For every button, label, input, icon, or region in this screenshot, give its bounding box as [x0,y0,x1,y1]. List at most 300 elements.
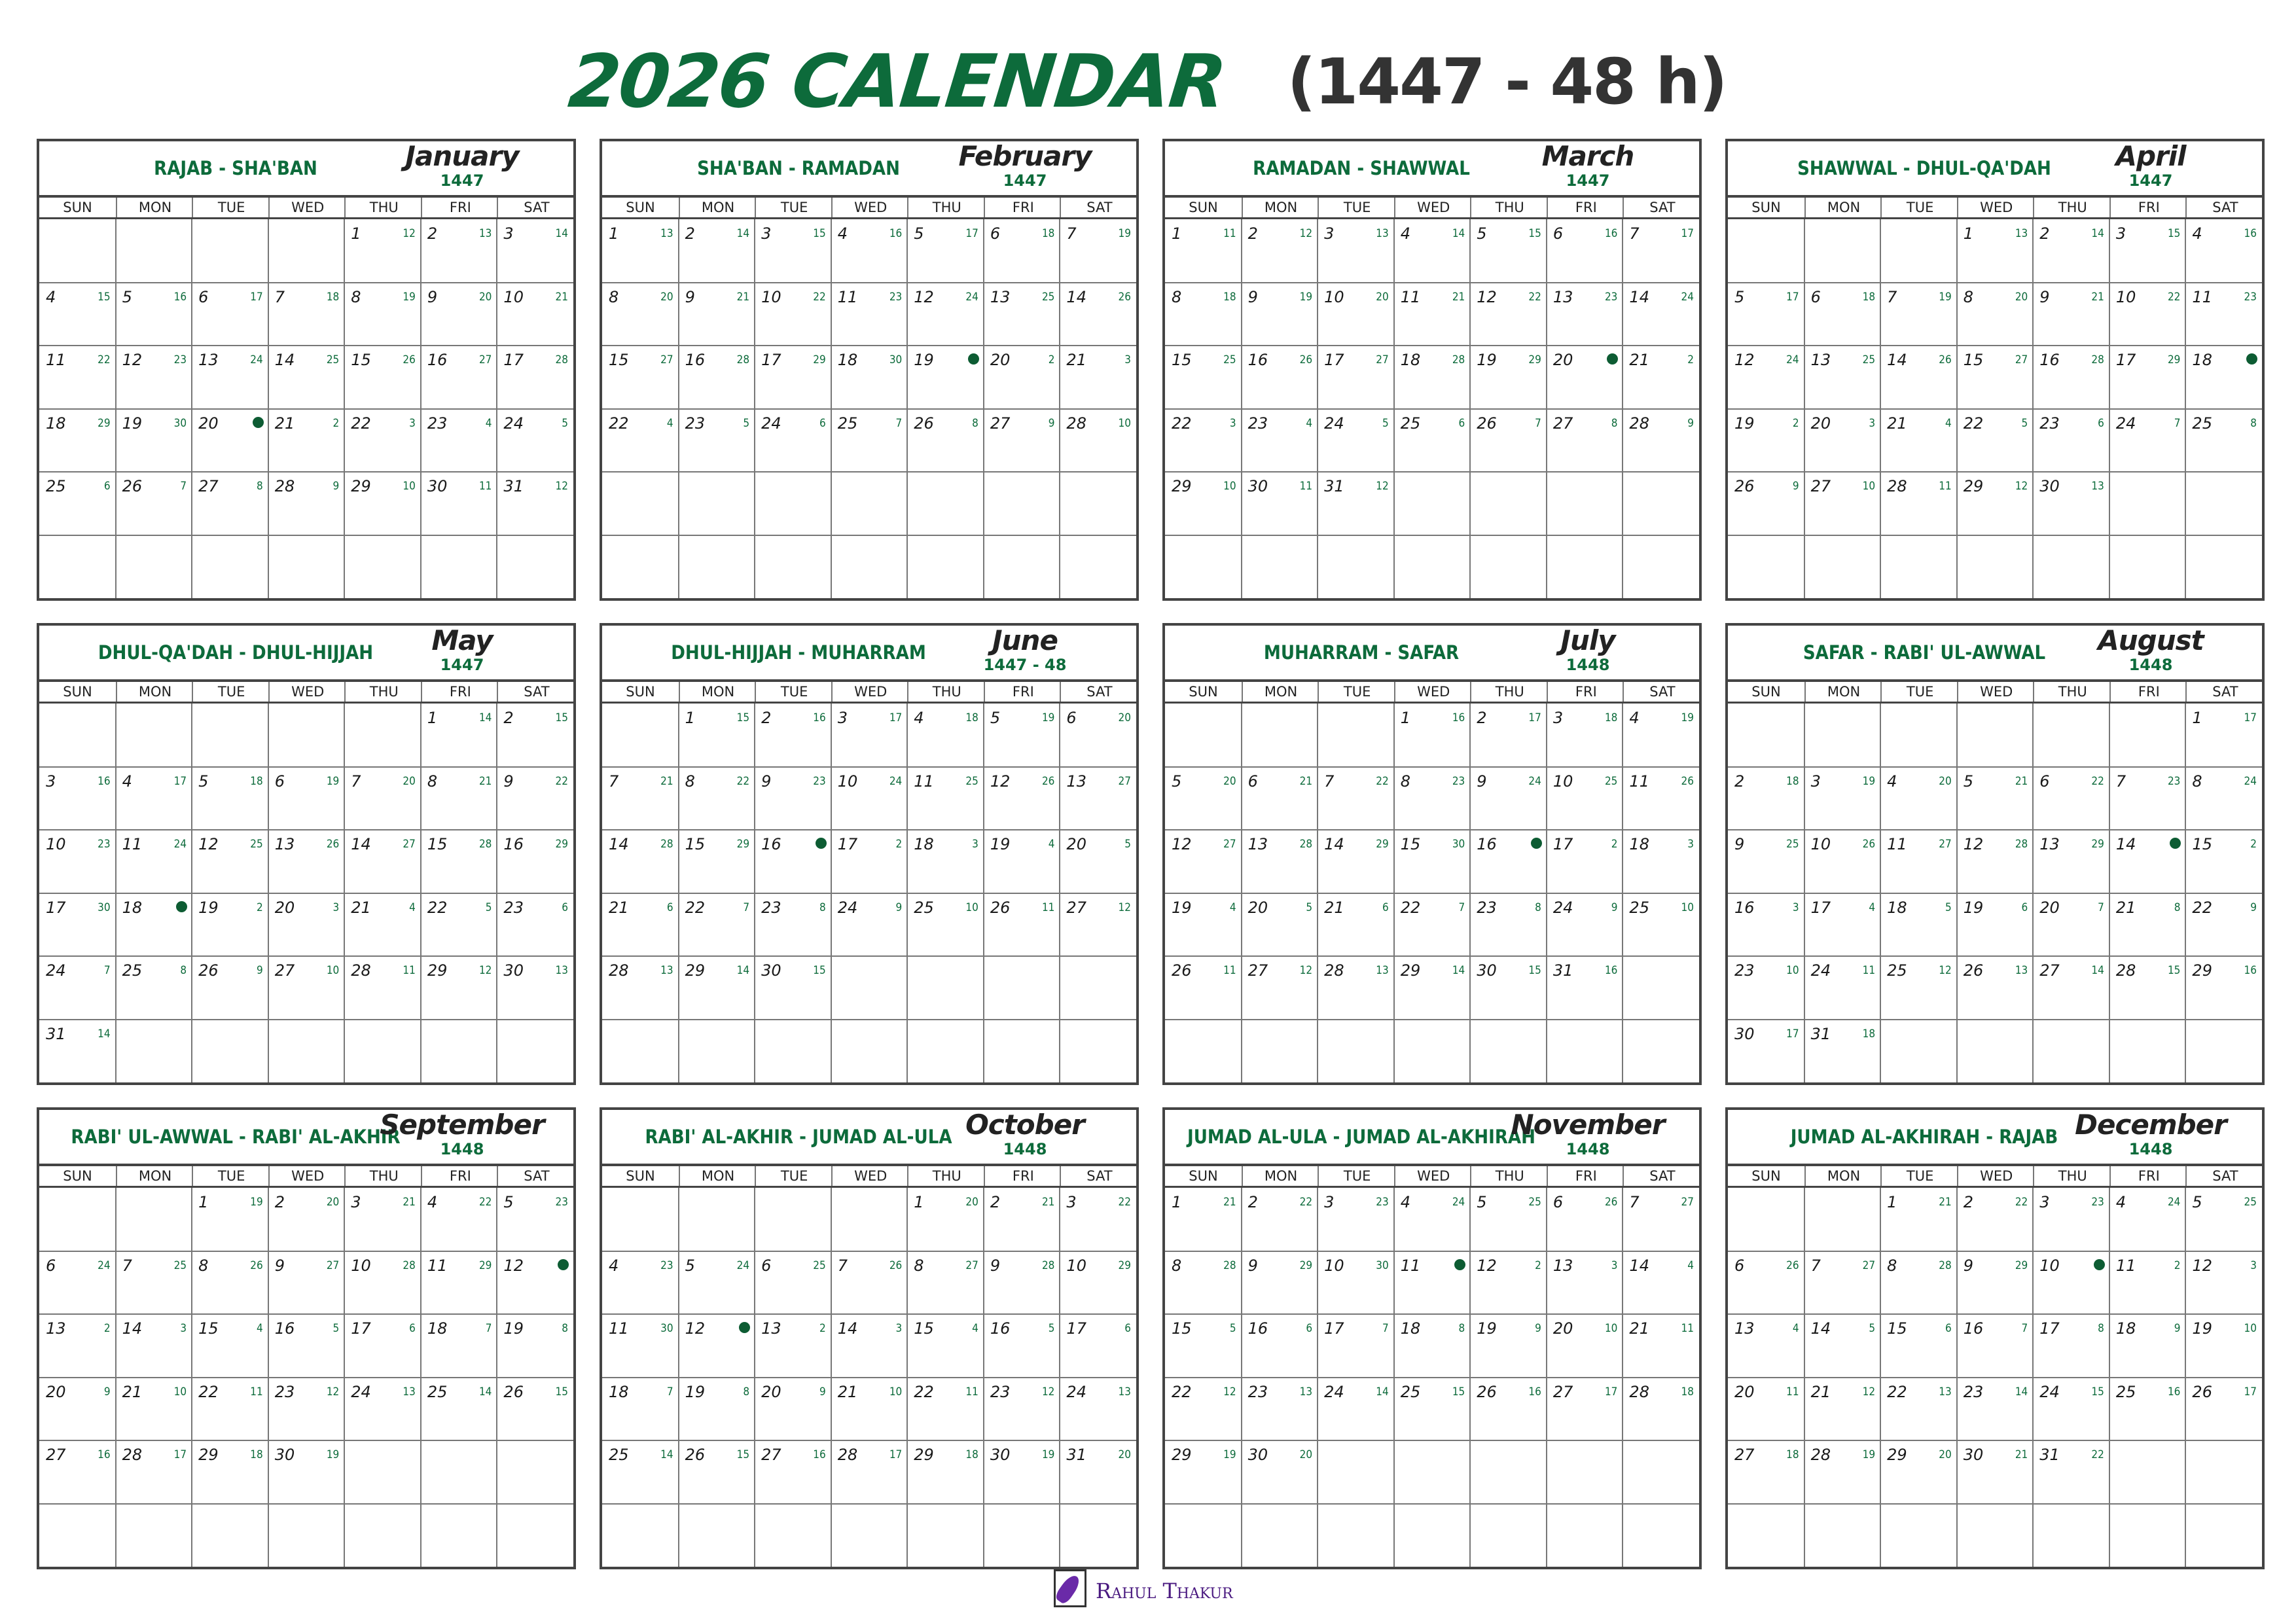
weekday-mon: MON [679,682,757,702]
weekday-thu: THU [344,1166,422,1186]
gregorian-day: 29 [1887,1446,1907,1464]
grid-line [1728,955,2262,957]
hijri-year: 1448 [2128,656,2173,674]
gregorian-day: 14 [1810,1319,1831,1338]
gregorian-day: 25 [1887,961,1907,980]
gregorian-day: 9 [503,772,514,791]
gregorian-day: 28 [1629,414,1649,433]
hijri-day: 3 [1124,353,1131,366]
hijri-day: 12 [1118,901,1131,914]
hijri-day: 26 [1604,1196,1618,1209]
gregorian-day: 19 [198,898,219,917]
gregorian-day: 27 [1066,898,1086,917]
month-name: June [992,624,1058,656]
day-cells [39,219,573,598]
hijri-day: 24 [736,1258,750,1272]
hijri-day: 7 [2174,416,2181,430]
gregorian-day: 6 [990,224,1001,243]
hijri-day: 14 [1452,964,1465,977]
weekday-fri: FRI [1547,198,1624,217]
gregorian-day: 13 [1810,351,1831,369]
weekday-tue: TUE [192,1166,270,1186]
gregorian-day: 30 [1734,1024,1755,1043]
gregorian-day: 15 [2192,835,2212,853]
weekday-sat: SAT [1060,682,1138,702]
gregorian-day: 5 [2192,1193,2202,1211]
gregorian-day: 5 [1477,224,1487,243]
grid-line [1165,893,1699,894]
hijri-day: 4 [972,1322,978,1335]
gregorian-day: 28 [1810,1446,1831,1464]
hijri-day: 13 [2015,964,2028,977]
hijri-day: 14 [98,1027,111,1041]
hijri-day: 27 [1681,1196,1694,1209]
gregorian-day: 23 [1963,1382,1984,1401]
gregorian-day: 12 [990,772,1011,791]
weekday-mon: MON [116,1166,194,1186]
gregorian-day: 18 [2115,1319,2136,1338]
gregorian-day: 11 [837,287,858,306]
hijri-day: 29 [736,838,750,851]
hijri-day: 15 [1452,1385,1465,1399]
hijri-day: 21 [555,290,568,304]
hijri-day: 21 [478,774,492,788]
hijri-day: 13 [660,964,673,977]
gregorian-day: 14 [1629,1256,1649,1275]
grid-line [1728,1251,2262,1252]
gregorian-day: 12 [1963,835,1984,853]
gregorian-day: 28 [122,1446,143,1464]
hijri-day: 17 [1786,1027,1799,1041]
hijri-day: 23 [1376,1196,1389,1209]
weekday-header [1165,195,1699,219]
gregorian-day: 17 [1324,351,1344,369]
hijri-day: 15 [736,1448,750,1461]
month-header [1728,141,2262,195]
hijri-day: 17 [1681,227,1694,240]
hijri-day: 20 [1118,711,1131,724]
hijri-day: 28 [478,838,492,851]
hijri-day: 28 [1223,1258,1236,1272]
gregorian-day: 30 [2039,477,2060,495]
gregorian-day: 14 [609,835,629,853]
hijri-day: 5 [1306,901,1313,914]
hijri-day: 9 [1535,1322,1541,1335]
grid-line [1728,1440,2262,1441]
hijri-day: 9 [1792,480,1799,493]
weekday-wed: WED [1957,1166,2035,1186]
hijri-day: 10 [173,1385,187,1399]
hijri-day: 7 [666,1385,673,1399]
gregorian-day: 16 [274,1319,295,1338]
weekday-thu: THU [2033,682,2111,702]
gregorian-day: 8 [198,1256,209,1275]
hijri-day: 4 [1945,416,1952,430]
hijri-day: 19 [1862,1448,1876,1461]
day-cells [602,219,1136,598]
hijri-day: 10 [326,964,340,977]
hijri-day: 23 [173,353,187,366]
grid-line [602,1503,1136,1505]
hijri-day: 28 [736,353,750,366]
weekday-tue: TUE [755,682,833,702]
hijri-day: 29 [1299,1258,1313,1272]
weekday-sun: SUN [1189,1168,1218,1184]
hijri-day: 5 [2021,416,2028,430]
hijri-day: 11 [1939,480,1952,493]
hijri-day: 3 [895,1322,903,1335]
hijri-day: 8 [1458,1322,1465,1335]
hijri-day: 18 [1041,227,1055,240]
gregorian-day: 26 [122,477,143,495]
gregorian-day: 21 [1810,1382,1831,1401]
hijri-day: 25 [1786,838,1799,851]
day-cells [1728,704,2262,1082]
weekday-sat: SAT [1060,198,1138,217]
weekday-wed: WED [1957,682,2035,702]
hijri-day: 24 [1681,290,1694,304]
day-cells [1728,1188,2262,1567]
gregorian-day: 1 [198,1193,209,1211]
hijri-day: 14 [1376,1385,1389,1399]
hijri-year: 1447 [1003,171,1047,190]
gregorian-day: 7 [1810,1256,1821,1275]
gregorian-day: 19 [1734,414,1755,433]
gregorian-day: 29 [1172,477,1192,495]
hijri-day: 29 [2167,353,2181,366]
gregorian-day: 7 [837,1256,848,1275]
gregorian-day: 7 [1629,224,1640,243]
gregorian-day: 4 [122,772,132,791]
gregorian-day: 2 [427,224,438,243]
month-header [1165,141,1699,195]
hijri-day: 4 [1229,901,1236,914]
hijri-day: 30 [660,1322,673,1335]
day-cells [602,704,1136,1082]
hijri-day: 16 [2244,964,2257,977]
weekday-sun: SUN [1751,684,1781,700]
gregorian-day: 30 [1247,1446,1268,1464]
hijri-months-label: RAMADAN - SHAWWAL [1253,157,1470,179]
gregorian-day: 20 [1247,898,1268,917]
gregorian-day: 24 [1552,898,1573,917]
gregorian-day: 27 [1247,961,1268,980]
gregorian-day: 21 [1066,351,1086,369]
gregorian-day: 16 [761,835,781,853]
grid-line [602,1251,1136,1252]
hijri-months-label: RABI' AL-AKHIR - JUMAD AL-ULA [645,1126,952,1148]
grid-line [39,408,573,410]
month-header [602,141,1136,195]
hijri-day: 22 [813,290,826,304]
gregorian-day: 3 [503,224,514,243]
hijri-day: 17 [965,227,978,240]
hijri-day: 13 [555,964,568,977]
month-name: February [958,140,1092,172]
gregorian-day: 1 [1172,1193,1182,1211]
hijri-day: 13 [2091,480,2104,493]
grid-line [39,471,573,473]
hijri-day: 20 [478,290,492,304]
gregorian-day: 24 [1066,1382,1086,1401]
gregorian-day: 3 [46,772,56,791]
gregorian-day: 22 [609,414,629,433]
gregorian-day: 4 [46,287,56,306]
new-moon-icon [968,353,979,365]
hijri-day: 6 [1124,1322,1131,1335]
day-cells [1728,219,2262,598]
gregorian-day: 29 [1400,961,1421,980]
new-moon-icon [739,1322,750,1333]
gregorian-day: 7 [1324,772,1335,791]
hijri-day: 4 [485,416,492,430]
hijri-day: 17 [1604,1385,1618,1399]
hijri-day: 25 [965,774,978,788]
weekday-thu: THU [1470,1166,1548,1186]
hijri-day: 24 [173,838,187,851]
gregorian-day: 27 [1552,414,1573,433]
hijri-months-label: SHA'BAN - RAMADAN [697,157,900,179]
hijri-months-label: DHUL-HIJJAH - MUHARRAM [671,641,926,664]
hijri-day: 6 [1945,1322,1952,1335]
gregorian-day: 21 [122,1382,143,1401]
hijri-day: 7 [895,416,903,430]
gregorian-day: 17 [2115,351,2136,369]
gregorian-day: 14 [837,1319,858,1338]
gregorian-day: 19 [1963,898,1984,917]
gregorian-day: 4 [1400,224,1410,243]
gregorian-day: 21 [1629,351,1649,369]
gregorian-day: 26 [503,1382,524,1401]
hijri-day: 27 [1118,774,1131,788]
hijri-day: 22 [736,774,750,788]
grid-line [39,535,573,536]
hijri-day: 6 [819,416,826,430]
hijri-day: 25 [250,838,263,851]
gregorian-day: 11 [914,772,934,791]
gregorian-day: 9 [1963,1256,1973,1275]
weekday-wed: WED [831,198,909,217]
gregorian-day: 15 [198,1319,219,1338]
hijri-day: 2 [1687,353,1694,366]
gregorian-day: 1 [609,224,619,243]
hijri-day: 7 [2098,901,2104,914]
hijri-day: 16 [173,290,187,304]
weekday-sun: SUN [626,1168,655,1184]
hijri-day: 8 [2098,1322,2104,1335]
hijri-day: 7 [1535,416,1541,430]
gregorian-day: 2 [503,709,514,727]
gregorian-day: 4 [2192,224,2202,243]
gregorian-day: 1 [2192,709,2202,727]
hijri-day: 19 [1118,227,1131,240]
grid-line [1165,766,1699,768]
gregorian-day: 25 [1629,898,1649,917]
hijri-day: 21 [2091,290,2104,304]
gregorian-day: 7 [274,287,285,306]
hijri-day: 12 [1041,1385,1055,1399]
hijri-day: 23 [2244,290,2257,304]
month-june [600,623,1139,1085]
hijri-day: 3 [1611,1258,1618,1272]
gregorian-day: 18 [46,414,66,433]
month-header [1728,1110,2262,1164]
hijri-day: 6 [666,901,673,914]
gregorian-day: 17 [2039,1319,2060,1338]
hijri-day: 27 [326,1258,340,1272]
hijri-day: 19 [326,1448,340,1461]
hijri-day: 24 [98,1258,111,1272]
gregorian-day: 24 [2115,414,2136,433]
gregorian-day: 5 [914,224,924,243]
hijri-day: 10 [2244,1322,2257,1335]
gregorian-day: 11 [2192,287,2212,306]
grid-line [1728,1019,2262,1020]
grid-line [1728,282,2262,283]
grid-line [602,1440,1136,1441]
gregorian-day: 12 [2192,1256,2212,1275]
gregorian-day: 15 [427,835,448,853]
grid-line [602,893,1136,894]
gregorian-day: 9 [1247,287,1258,306]
weekday-sun: SUN [63,200,92,215]
hijri-day: 10 [1681,901,1694,914]
gregorian-day: 8 [914,1256,924,1275]
weekday-fri: FRI [984,682,1062,702]
hijri-day: 29 [1118,1258,1131,1272]
hijri-day: 8 [1611,416,1618,430]
gregorian-day: 3 [1324,1193,1335,1211]
hijri-day: 19 [1939,290,1952,304]
gregorian-day: 12 [1477,1256,1497,1275]
hijri-day: 16 [813,711,826,724]
gregorian-day: 8 [609,287,619,306]
hijri-day: 23 [555,1196,568,1209]
month-january [37,139,576,601]
gregorian-day: 8 [1400,772,1410,791]
grid-line [39,1313,573,1315]
month-header [1728,626,2262,679]
gregorian-day: 27 [2039,961,2060,980]
hijri-day: 21 [736,290,750,304]
gregorian-day: 31 [1810,1024,1831,1043]
gregorian-day: 1 [1172,224,1182,243]
grid-line [39,1440,573,1441]
grid-line [1165,1251,1699,1252]
hijri-day: 20 [326,1196,340,1209]
weekday-sat: SAT [1623,682,1700,702]
hijri-day: 28 [403,1258,416,1272]
hijri-day: 20 [1118,1448,1131,1461]
weekday-sun: SUN [1189,200,1218,215]
gregorian-day: 22 [1963,414,1984,433]
gregorian-day: 8 [1887,1256,1897,1275]
hijri-day: 20 [1299,1448,1313,1461]
gregorian-day: 13 [1734,1319,1755,1338]
hijri-day: 21 [1299,774,1313,788]
month-september [37,1107,576,1569]
grid-line [1728,471,2262,473]
hijri-day: 5 [1229,1322,1236,1335]
gregorian-day: 20 [990,351,1011,369]
hijri-year: 1448 [440,1140,484,1158]
hijri-day: 29 [478,1258,492,1272]
hijri-day: 17 [2244,1385,2257,1399]
gregorian-day: 26 [1477,414,1497,433]
gregorian-day: 4 [837,224,848,243]
hijri-day: 19 [1223,1448,1236,1461]
gregorian-day: 22 [427,898,448,917]
gregorian-day: 6 [761,1256,772,1275]
gregorian-day: 20 [761,1382,781,1401]
gregorian-day: 27 [198,477,219,495]
hijri-day: 20 [1376,290,1389,304]
gregorian-day: 7 [1887,287,1897,306]
month-august [1725,623,2265,1085]
gregorian-day: 25 [609,1446,629,1464]
weekday-mon: MON [1804,198,1882,217]
hijri-day: 19 [250,1196,263,1209]
hijri-day: 18 [1786,1448,1799,1461]
hijri-day: 12 [326,1385,340,1399]
hijri-day: 29 [2091,838,2104,851]
gregorian-day: 15 [1400,835,1421,853]
hijri-day: 6 [2021,901,2028,914]
hijri-year: 1447 [1566,171,1610,190]
hijri-year: 1448 [1566,656,1610,674]
gregorian-day: 27 [990,414,1011,433]
hijri-day: 19 [1299,290,1313,304]
gregorian-day: 6 [2039,772,2050,791]
hijri-day: 12 [555,480,568,493]
weekday-sun: SUN [1751,1168,1781,1184]
gregorian-day: 11 [122,835,143,853]
hijri-day: 27 [403,838,416,851]
hijri-day: 7 [485,1322,492,1335]
hijri-day: 13 [478,227,492,240]
hijri-day: 16 [889,227,903,240]
gregorian-day: 28 [1629,1382,1649,1401]
gregorian-day: 13 [990,287,1011,306]
gregorian-day: 13 [1066,772,1086,791]
hijri-day: 23 [2167,774,2181,788]
gregorian-day: 13 [274,835,295,853]
hijri-day: 6 [1458,416,1465,430]
gregorian-day: 22 [914,1382,934,1401]
hijri-day: 25 [326,353,340,366]
hijri-day: 15 [1528,964,1541,977]
hijri-day: 21 [1939,1196,1952,1209]
gregorian-day: 25 [2192,414,2212,433]
grid-line [1165,1019,1699,1020]
weekday-header [602,1164,1136,1188]
hijri-day: 22 [2015,1196,2028,1209]
gregorian-day: 8 [1963,287,1973,306]
hijri-day: 11 [965,1385,978,1399]
gregorian-day: 10 [2039,1256,2060,1275]
gregorian-day: 6 [1552,224,1564,243]
grid-line [602,408,1136,410]
weekday-sat: SAT [1623,198,1700,217]
hijri-day: 2 [1048,353,1055,366]
gregorian-day: 5 [990,709,1001,727]
hijri-day: 18 [326,290,340,304]
gregorian-day: 19 [914,351,934,369]
grid-line [1728,829,2262,830]
weekday-fri: FRI [984,198,1062,217]
grid-line [39,766,573,768]
gregorian-day: 25 [837,414,858,433]
